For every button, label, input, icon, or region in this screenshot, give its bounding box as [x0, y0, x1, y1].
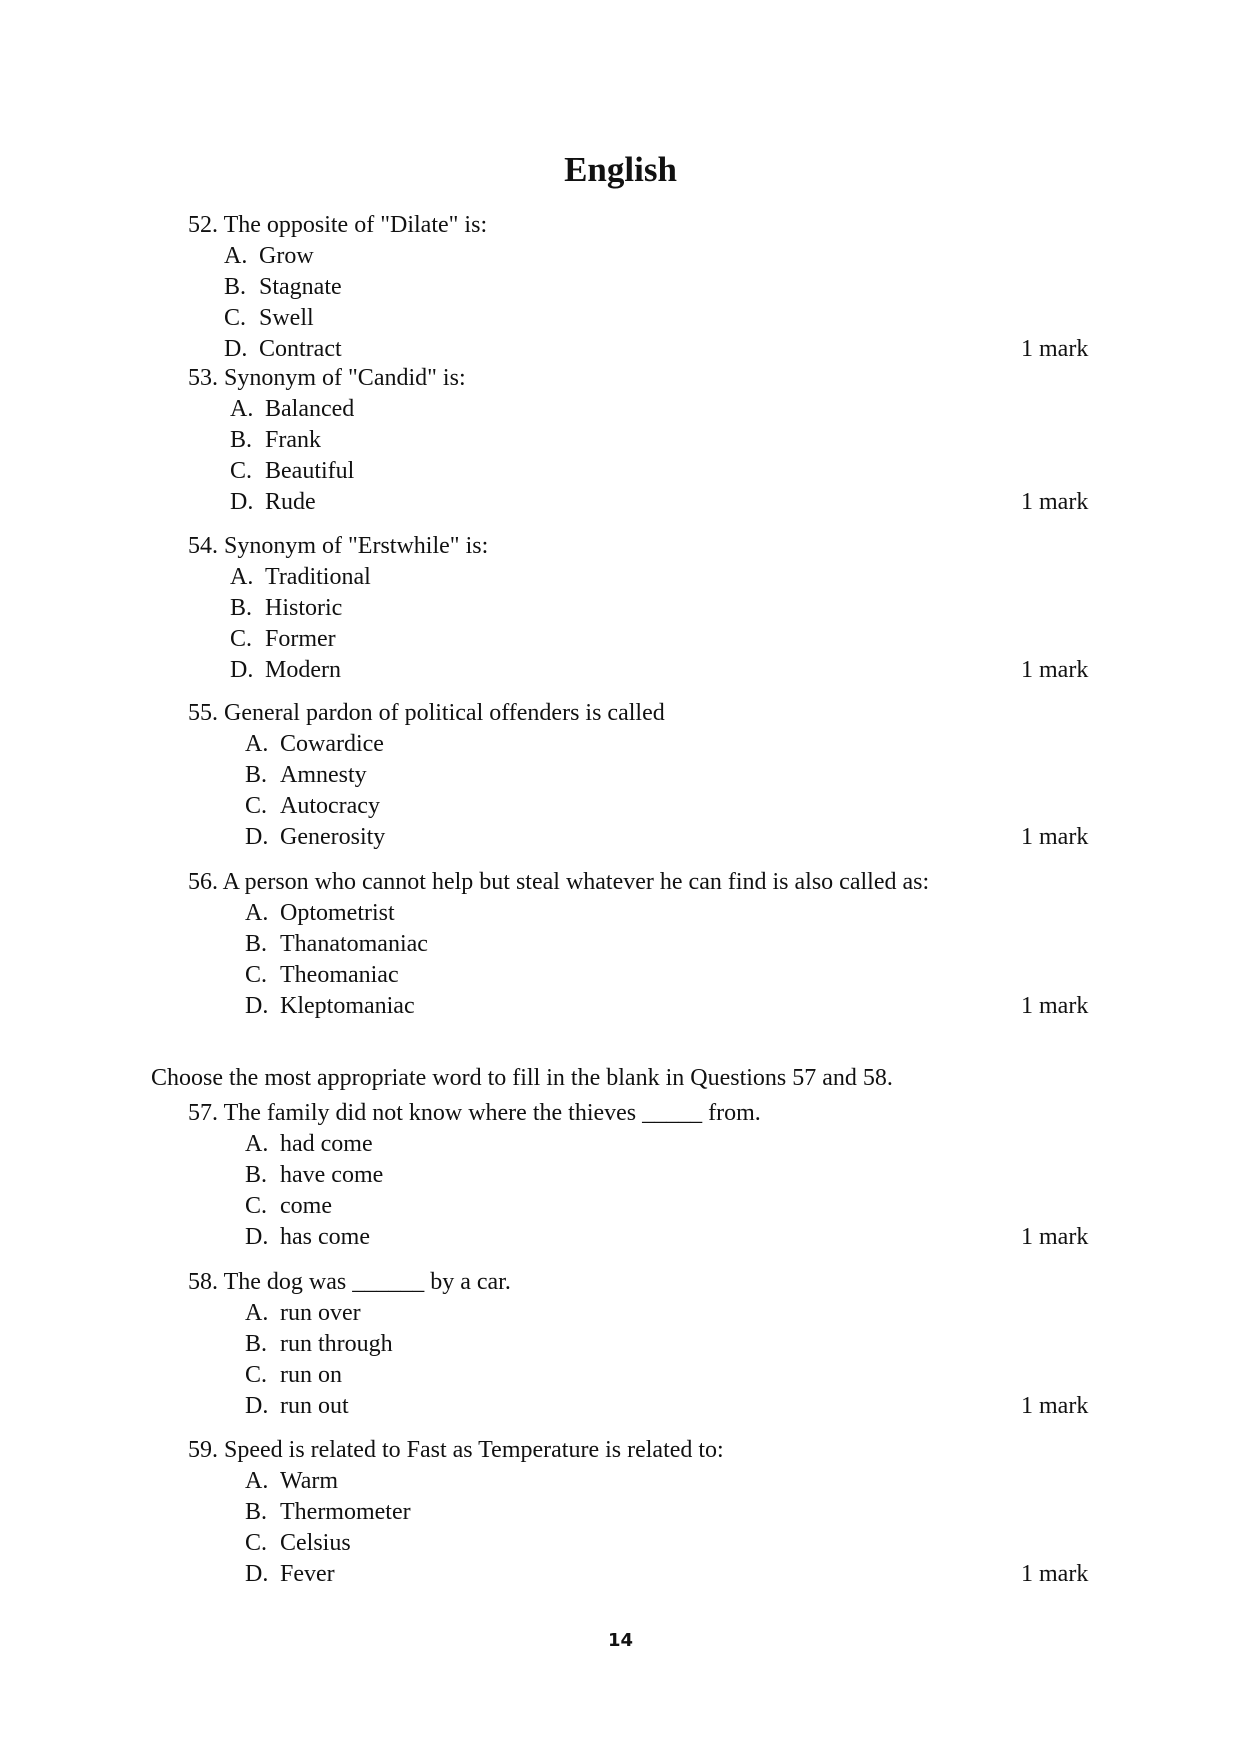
question-stem: 57. The family did not know where the thieves _____ from.: [188, 1100, 761, 1126]
answer-option: [224, 241, 314, 272]
option-letter: A.: [230, 564, 254, 590]
answer-option: [224, 334, 342, 365]
answer-option: [245, 791, 380, 822]
option-text: run over: [280, 1300, 361, 1326]
option-text: run out: [280, 1393, 349, 1419]
option-letter: C.: [230, 626, 253, 652]
answer-option: [245, 1298, 361, 1329]
option-letter: B.: [230, 427, 253, 453]
option-letter: A.: [245, 900, 269, 926]
option-letter: C.: [245, 962, 268, 988]
option-letter: D.: [224, 336, 248, 362]
option-text: run on: [280, 1362, 342, 1388]
option-text: Balanced: [265, 396, 355, 422]
option-text: Amnesty: [280, 762, 367, 788]
option-letter: D.: [245, 824, 269, 850]
option-letter: C.: [245, 1530, 268, 1556]
answer-option: [245, 898, 395, 929]
answer-option: [224, 272, 342, 303]
section-title: English: [564, 150, 677, 189]
answer-option: [230, 624, 336, 655]
option-letter: A.: [230, 396, 254, 422]
answer-option: [245, 929, 428, 960]
option-text: Kleptomaniac: [280, 993, 415, 1019]
answer-option: [245, 1160, 383, 1191]
answer-option: [230, 487, 316, 518]
answer-option: [245, 991, 415, 1022]
option-text: Contract: [259, 336, 342, 362]
option-text: Traditional: [265, 564, 371, 590]
answer-option: [230, 425, 321, 456]
answer-option: [245, 1191, 332, 1222]
answer-option: [245, 1391, 349, 1422]
option-text: Celsius: [280, 1530, 351, 1556]
option-letter: C.: [230, 458, 253, 484]
answer-option: [245, 729, 384, 760]
question-stem: 59. Speed is related to Fast as Temperature is related to:: [188, 1437, 724, 1463]
mark-label: 1 mark: [1021, 824, 1089, 850]
answer-option: [245, 1497, 411, 1528]
answer-option: [230, 655, 341, 686]
option-text: Theomaniac: [280, 962, 399, 988]
option-letter: D.: [230, 657, 254, 683]
question-stem: 52. The opposite of "Dilate" is:: [188, 212, 488, 238]
option-text: Former: [265, 626, 336, 652]
option-text: Frank: [265, 427, 321, 453]
answer-option: [245, 1528, 351, 1559]
option-text: have come: [280, 1162, 384, 1188]
question-stem: 56. A person who cannot help but steal whatever he can find is also called as:: [188, 869, 930, 895]
option-letter: A.: [245, 731, 269, 757]
option-letter: D.: [230, 489, 254, 515]
option-letter: A.: [245, 1468, 269, 1494]
option-text: Swell: [259, 305, 314, 331]
option-text: Optometrist: [280, 900, 395, 926]
option-letter: C.: [245, 1193, 268, 1219]
answer-option: [230, 394, 354, 425]
answer-option: [245, 960, 399, 991]
answer-option: [245, 1329, 393, 1360]
answer-option: [224, 303, 314, 334]
answer-option: [245, 1222, 370, 1253]
answer-option: [230, 456, 354, 487]
option-text: run through: [280, 1331, 393, 1357]
option-text: Cowardice: [280, 731, 384, 757]
question-stem: 58. The dog was ______ by a car.: [188, 1269, 511, 1295]
option-letter: A.: [245, 1131, 269, 1157]
option-letter: A.: [245, 1300, 269, 1326]
option-letter: B.: [245, 762, 268, 788]
option-text: Thanatomaniac: [280, 931, 428, 957]
option-text: Grow: [259, 243, 314, 269]
option-text: had come: [280, 1131, 373, 1157]
answer-option: [245, 822, 385, 853]
option-text: Thermometer: [280, 1499, 411, 1525]
option-letter: D.: [245, 1561, 269, 1587]
option-text: Autocracy: [280, 793, 380, 819]
option-letter: B.: [245, 931, 268, 957]
question-stem: 53. Synonym of "Candid" is:: [188, 365, 466, 391]
mark-label: 1 mark: [1021, 336, 1089, 362]
answer-option: [245, 760, 367, 791]
mark-label: 1 mark: [1021, 1224, 1089, 1250]
answer-option: [245, 1466, 338, 1497]
answer-option: [230, 593, 342, 624]
option-letter: B.: [230, 595, 253, 621]
option-letter: B.: [245, 1499, 268, 1525]
option-text: Warm: [280, 1468, 339, 1494]
answer-option: [245, 1129, 373, 1160]
option-letter: B.: [245, 1162, 268, 1188]
option-text: Generosity: [280, 824, 386, 850]
option-text: Historic: [265, 595, 343, 621]
page-number: 14: [607, 1630, 634, 1651]
mark-label: 1 mark: [1021, 993, 1089, 1019]
option-letter: D.: [245, 1224, 269, 1250]
option-text: Beautiful: [265, 458, 355, 484]
option-letter: B.: [224, 274, 247, 300]
option-text: come: [280, 1193, 332, 1219]
question-stem: 54. Synonym of "Erstwhile" is:: [188, 533, 489, 559]
option-text: Fever: [280, 1561, 335, 1587]
option-text: has come: [280, 1224, 370, 1250]
option-letter: C.: [245, 1362, 268, 1388]
answer-option: [245, 1559, 335, 1590]
option-text: Modern: [265, 657, 341, 683]
option-letter: C.: [224, 305, 247, 331]
answer-option: [245, 1360, 342, 1391]
option-letter: D.: [245, 1393, 269, 1419]
option-letter: A.: [224, 243, 248, 269]
option-text: Stagnate: [259, 274, 342, 300]
option-letter: B.: [245, 1331, 268, 1357]
question-stem: 55. General pardon of political offenders is called: [188, 700, 665, 726]
option-text: Rude: [265, 489, 316, 515]
fill-blank-instruction: Choose the most appropriate word to fill in the blank in Questions 57 and 58.: [151, 1065, 893, 1091]
option-letter: D.: [245, 993, 269, 1019]
mark-label: 1 mark: [1021, 1561, 1089, 1587]
mark-label: 1 mark: [1021, 1393, 1089, 1419]
option-letter: C.: [245, 793, 268, 819]
answer-option: [230, 562, 371, 593]
mark-label: 1 mark: [1021, 489, 1089, 515]
mark-label: 1 mark: [1021, 657, 1089, 683]
